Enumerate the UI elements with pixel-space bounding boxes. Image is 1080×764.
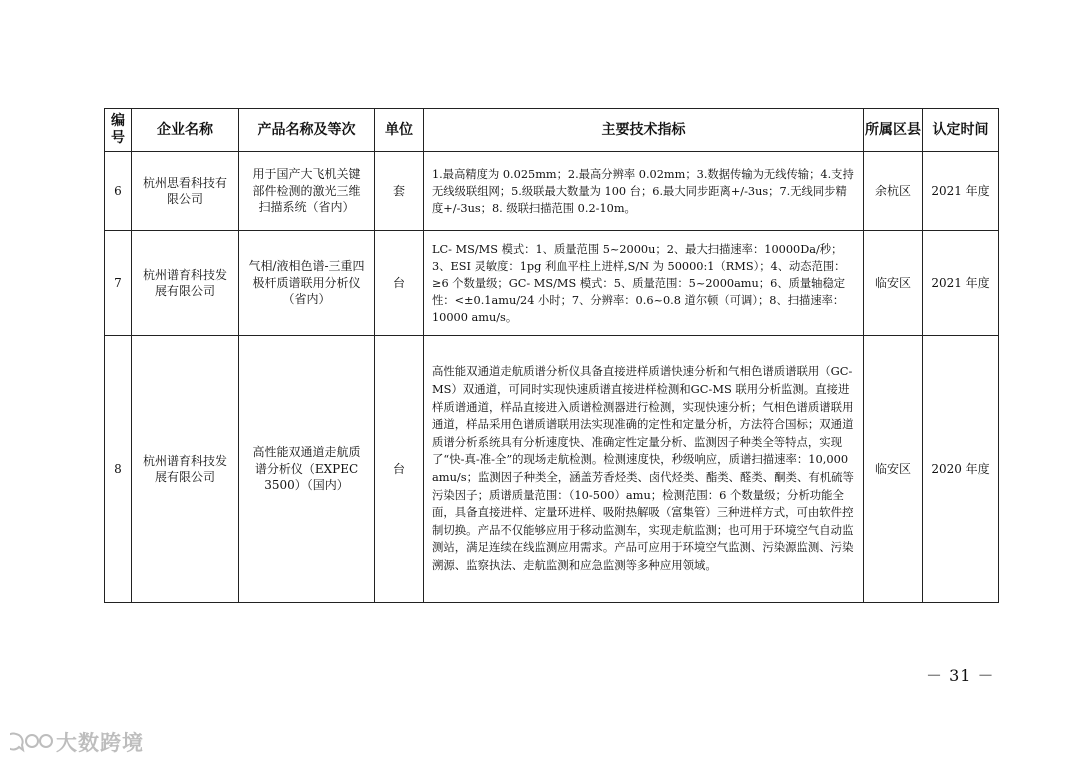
cell-company: 杭州谱育科技发展有限公司 xyxy=(132,231,239,336)
cell-district: 临安区 xyxy=(864,336,923,603)
header-district: 所属区县 xyxy=(864,109,923,152)
cell-year: 2021 年度 xyxy=(923,152,999,231)
cell-no: 8 xyxy=(105,336,132,603)
header-company: 企业名称 xyxy=(132,109,239,152)
cell-unit: 套 xyxy=(375,152,424,231)
watermark-text: 大数跨境 xyxy=(56,731,144,755)
header-product: 产品名称及等次 xyxy=(239,109,375,152)
cell-no: 7 xyxy=(105,231,132,336)
header-no: 编号 xyxy=(105,109,132,152)
cell-product: 气相/液相色谱-三重四极杆质谱联用分析仪（省内） xyxy=(239,231,375,336)
table-row xyxy=(105,231,999,336)
cell-year: 2021 年度 xyxy=(923,231,999,336)
header-year: 认定时间 xyxy=(923,109,999,152)
cell-specs: 1.最高精度为 0.025mm；2.最高分辨率 0.02mm；3.数据传输为无线传输；4.支持无线级联组网；5.级联最大数量为 100 台；6.最大同步距离+/-3us；7.无线同步精度+/-3us；8. 级联扫描范围 0.2-10m。 xyxy=(424,152,864,231)
header-unit: 单位 xyxy=(375,109,424,152)
cell-company: 杭州思看科技有限公司 xyxy=(132,152,239,231)
cell-company: 杭州谱育科技发展有限公司 xyxy=(132,336,239,603)
cell-specs: 高性能双通道走航质谱分析仪具备直接进样质谱快速分析和气相色谱质谱联用（GC-MS）双通道，可同时实现快速质谱直接进样检测和GC-MS 联用分析监测。直接进样质谱通道，样品直接进入质谱检测器进行检测，实现快速分析；气相色谱质谱联用通道，样品采用色谱质谱联用法实现准确的定性和定量分析，方法符合国标；双通道质谱分析系统具有分析速度快、准确定性定量分析、监测因子种类全等特点，实现了“快-真-准-全”的现场走航检测。检测速度快，秒级响应，质谱扫描速率：10,000 amu/s；监测因子种类全，涵盖芳香烃类、卤代烃类、酯类、醛类、酮类、有机硫等污染因子；质谱质量范围：（10-500）amu；检测范围：6 个数量级；分析功能全面，具备直接进样、定量环进样、吸附热解吸（富集管）三种进样方式，可由软件控制切换。产品不仅能够应用于移动监测车，实现走航监测；也可用于环境空气自动监测站，满足连续在线监测应用需求。产品可应用于环境空气监测、污染源监测、污染溯源、监察执法、走航监测和应急监测等多种应用领域。 xyxy=(424,336,864,603)
table-row xyxy=(105,336,999,603)
cell-product: 高性能双通道走航质谱分析仪（EXPEC 3500）（国内） xyxy=(239,336,375,603)
cell-district: 余杭区 xyxy=(864,152,923,231)
cell-specs: LC- MS/MS 模式：1、质量范围 5~2000u；2、最大扫描速率：10000Da/秒；3、ESI 灵敏度：1pg 利血平柱上进样,S/N 为 50000:1（RMS）；4、动态范围：≥6 个数量级；GC- MS/MS 模式：5、质量范围：5~2000amu；6、质量轴稳定性：<±0.1amu/24 小时；7、分辨率：0.6~0.8 道尔顿（可调）；8、扫描速率：10000 amu/s。 xyxy=(424,231,864,336)
certification-table xyxy=(104,108,999,603)
table-row xyxy=(105,152,999,231)
header-specs: 主要技术指标 xyxy=(424,109,864,152)
watermark xyxy=(10,727,144,757)
chat-bubble-logo-icon xyxy=(10,729,54,755)
table-header-row xyxy=(105,109,999,152)
cell-no: 6 xyxy=(105,152,132,231)
cell-district: 临安区 xyxy=(864,231,923,336)
page-number: － 31 － xyxy=(926,666,995,685)
cell-product: 用于国产大飞机关键部件检测的激光三维扫描系统（省内） xyxy=(239,152,375,231)
cell-unit: 台 xyxy=(375,231,424,336)
cell-year: 2020 年度 xyxy=(923,336,999,603)
cell-unit: 台 xyxy=(375,336,424,603)
